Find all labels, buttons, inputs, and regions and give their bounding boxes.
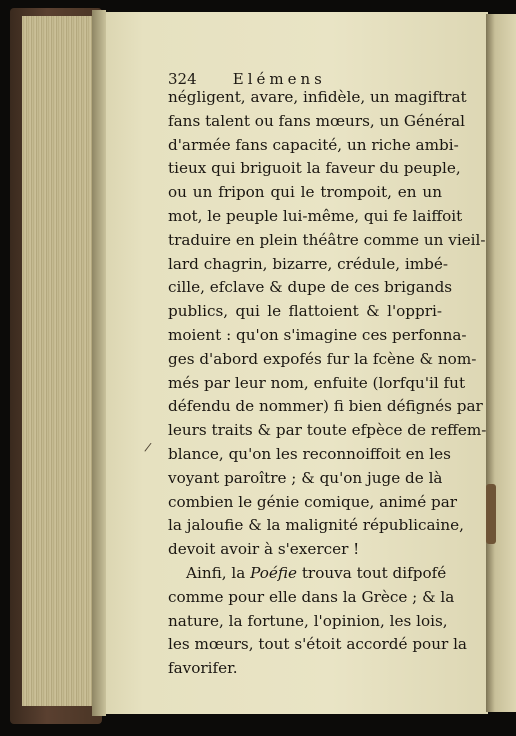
text-line: devoit avoir à s'exercer ! [168,540,360,559]
paragraph-1 [168,86,487,562]
text-line: publics, qui le flattoient & l'oppri- [168,302,442,321]
text-line: combien le génie comique, animé par [168,492,458,511]
text-line: més par leur nom, enfuite (lorfqu'il fut [168,373,466,392]
text-line: défendu de nommer) fi bien défignés par [168,397,483,416]
text-line: tieux qui briguoit la faveur du peuple, [168,159,461,178]
text-run: trouva tout difpofé [297,563,447,582]
text-line: leurs traits & par toute efpèce de reffem- [168,421,487,440]
text-line: mot, le peuple lui-même, qui fe laiffoit [168,206,463,225]
pencil-mark: / [143,439,153,455]
text-line: d'armée fans capacité, un riche ambi- [168,135,459,154]
text-line: favorifer. [168,659,238,678]
text-line [168,562,447,586]
text-run: Ainfi, la [186,563,251,582]
text-line: traduire en plein théâtre comme un vieil- [168,230,486,249]
facing-page-edge [486,14,516,712]
text-line: moient : qu'on s'imagine ces perfonna- [168,325,467,344]
text-line: les mœurs, tout s'étoit accordé pour la [168,635,467,654]
text-line: fans talent ou fans mœurs, un Général [168,111,465,130]
text-line: négligent, avare, infidèle, un magiftrat [168,88,467,106]
text-line: voyant paroître ; & qu'on juge de là [168,468,443,487]
running-title: Elémens [232,70,326,88]
text-line: lard chagrin, bizarre, crédule, imbé- [168,254,448,273]
italic-word: Poéfie [250,563,297,582]
page-number: 324 [168,70,197,88]
text-line: comme pour elle dans la Grèce ; & la [168,587,455,606]
text-line: cille, efclave & dupe de ces brigands [168,278,453,297]
text-line: blance, qu'on les reconnoiffoit en les [168,444,451,463]
text-line: nature, la fortune, l'opinion, les lois, [168,611,448,630]
paragraph-2 [168,562,467,681]
page-gutter [92,10,106,716]
text-line: la jaloufie & la malignité républicaine, [168,516,464,535]
text-line: ou un fripon qui le trompoit, en un [168,183,442,202]
page-edges [22,16,100,706]
text-line: ges d'abord expofés fur la fcène & nom- [168,349,477,368]
body-text [168,86,487,681]
